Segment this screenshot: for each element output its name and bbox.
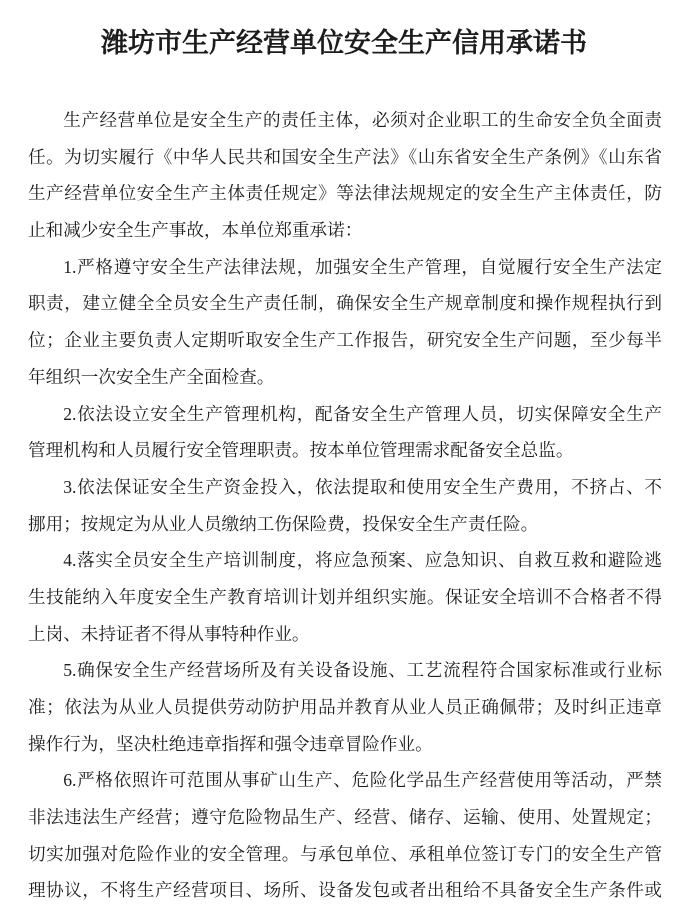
paragraph-0-line-0: 生产经营单位是安全生产的责任主体，必须对企业职工的生命安全负全面责: [63, 110, 662, 130]
paragraph-4-line-2: 上岗、未持证者不得从事特种作业。: [28, 623, 310, 644]
paragraph-5-line-1: 准；依法为从业人员提供劳动防护用品并教育从业人员正确佩带；及时纠正违章: [28, 697, 662, 717]
paragraph-1-line-3: 年组织一次安全生产全面检查。: [28, 366, 275, 387]
paragraph-0-line-1: 任。为切实履行《中华人民共和国安全生产法》《山东省安全生产条例》《山东省: [28, 146, 662, 167]
paragraph-5-line-0: 5.确保安全生产经营场所及有关设备设施、工艺流程符合国家标准或行业标: [63, 660, 662, 681]
paragraph-4-line-0: 4.落实全员安全生产培训制度，将应急预案、应急知识、自救互救和避险逃: [63, 550, 662, 571]
paragraph-1-line-2: 位；企业主要负责人定期听取安全生产工作报告，研究安全生产问题，至少每半: [28, 330, 662, 351]
paragraph-6-line-3: 理协议，不将生产经营项目、场所、设备发包或者出租给不具备安全生产条件或: [28, 880, 662, 901]
paragraph-4-line-1: 生技能纳入年度安全生产教育培训计划并组织实施。保证安全培训不合格者不得: [28, 586, 662, 607]
paragraph-3-line-0: 3.依法保证安全生产资金投入，依法提取和使用安全生产费用，不挤占、不: [63, 476, 662, 497]
paragraph-6-line-0: 6.严格依照许可范围从事矿山生产、危险化学品生产经营使用等活动，严禁: [63, 770, 662, 791]
paragraph-6-line-1: 非法违法生产经营；遵守危险物品生产、经营、储存、运输、使用、处置规定；: [28, 807, 662, 828]
paragraph-0-line-2: 生产经营单位安全生产主体责任规定》等法律法规规定的安全生产主体责任，防: [28, 183, 662, 204]
paragraph-2-line-1: 管理机构和人员履行安全管理职责。按本单位管理需求配备安全总监。: [28, 440, 574, 461]
paragraph-2-line-0: 2.依法设立安全生产管理机构，配备安全生产管理人员，切实保障安全生产: [63, 403, 662, 424]
paragraph-1-line-1: 职责，建立健全全员安全生产责任制，确保安全生产规章制度和操作规程执行到: [28, 293, 662, 314]
paragraph-1-line-0: 1.严格遵守安全生产法律法规，加强安全生产管理，自觉履行安全生产法定: [63, 256, 662, 277]
paragraph-3-line-1: 挪用；按规定为从业人员缴纳工伤保险费，投保安全生产责任险。: [28, 513, 539, 534]
paragraph-5-line-2: 操作行为，坚决杜绝违章指挥和强令违章冒险作业。: [28, 733, 433, 754]
document-title: 潍坊市生产经营单位安全生产信用承诺书: [101, 28, 587, 58]
paragraph-6-line-2: 切实加强对危险作业的安全管理。与承包单位、承租单位签订专门的安全生产管: [28, 843, 662, 864]
document-body: [28, 102, 662, 909]
paragraph-0-line-3: 止和减少安全生产事故，本单位郑重承诺：: [28, 220, 363, 241]
